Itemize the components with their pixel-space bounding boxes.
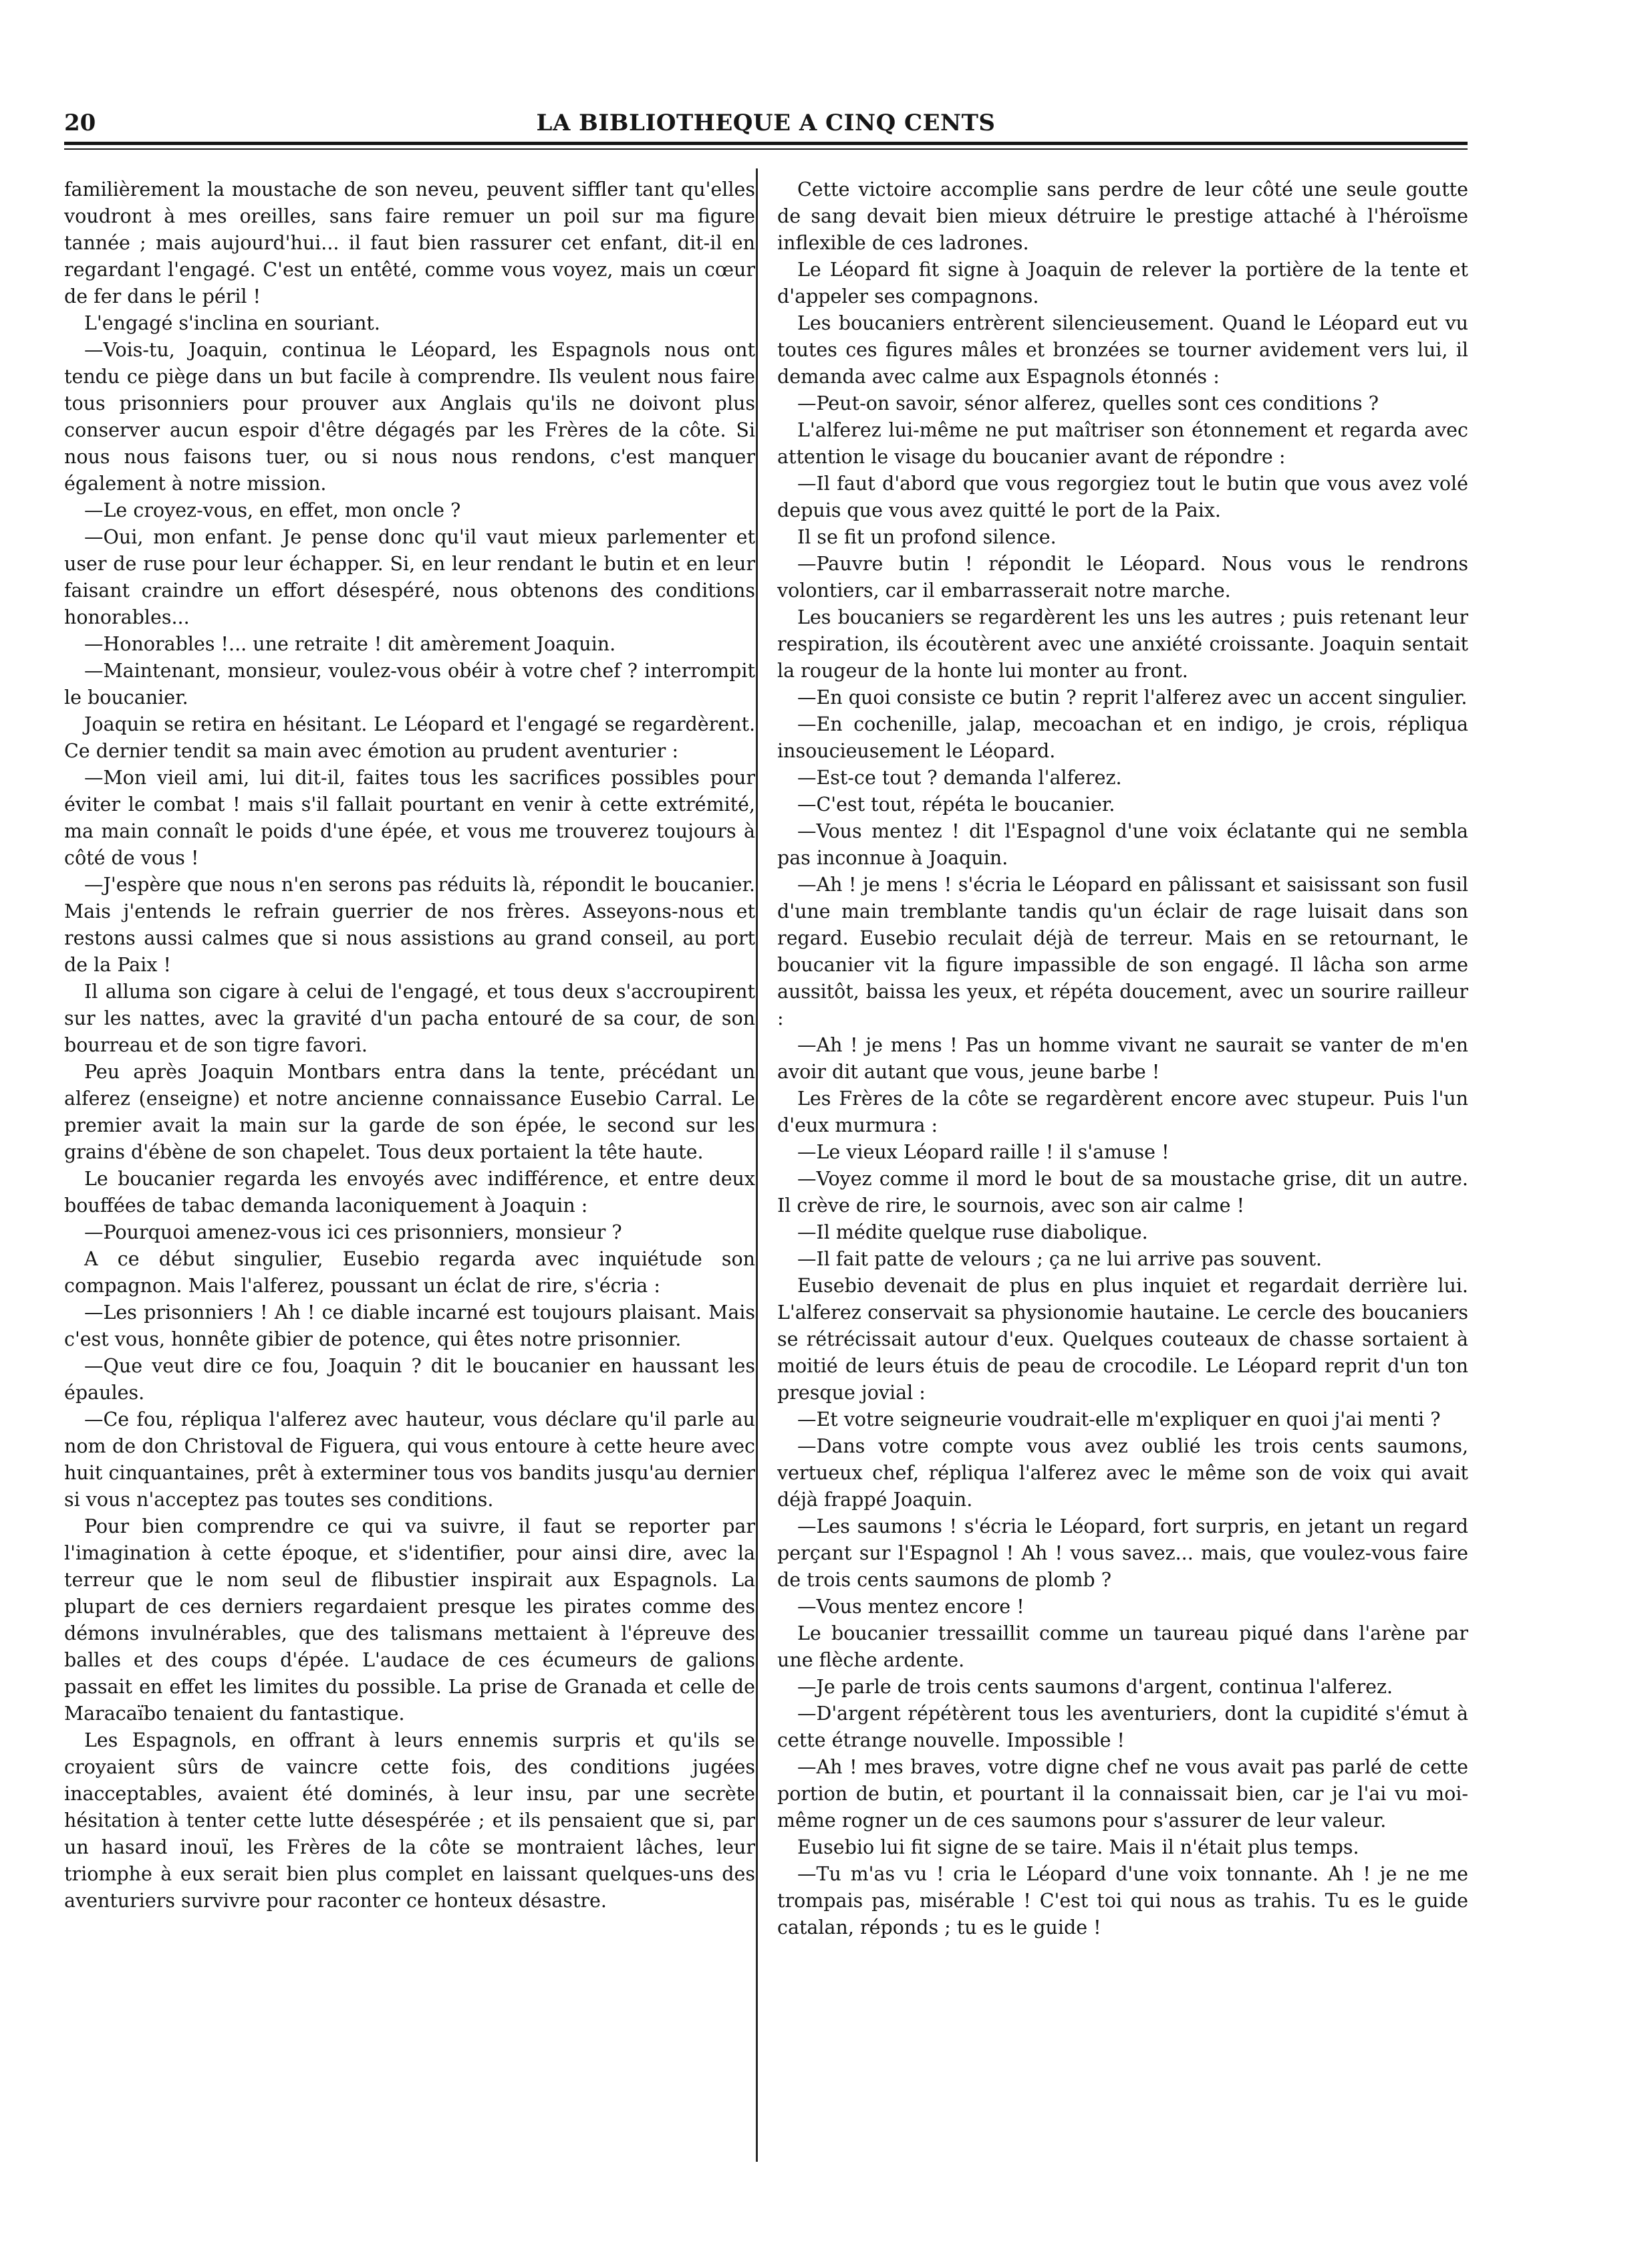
paragraph: —Voyez comme il mord le bout de sa moustache grise, dit un autre. Il crève de rire, le sournois, avec son air calme ! [777,1168,1468,1217]
paragraph: —Honorables !... une retraite ! dit amèrement Joaquin. [84,633,616,655]
paragraph: Les Espagnols, en offrant à leurs ennemis surpris et qu'ils se croyaient sûrs de vaincre cette fois, des conditions jugées inacceptables, avaient été dominés, à leur insu, par une secrète hésitation à tenter cette lutte désespérée ; et ils pensaient que si, par un hasard inouï, les Frères de la côte se montraient lâches, leur triomphe à eux serait bien plus complet en laissant quelques-uns des aventuriers survivre pour raconter ce honteux désastre. [64,1729,755,1912]
paragraph: —Vous mentez encore ! [797,1596,1024,1618]
paragraph: Le Léopard fit signe à Joaquin de relever la portière de la tente et d'appeler ses compagnons. [777,259,1468,307]
paragraph: —J'espère que nous n'en serons pas réduits là, répondit le boucanier. Mais j'entends le refrain guerrier de nos frères. Asseyons-nous et restons aussi calmes que si nous assistions au grand conseil, au port de la Paix ! [64,874,755,976]
page-number: 20 [64,110,96,136]
paragraph: Le boucanier tressaillit comme un taureau piqué dans l'arène par une flèche ardente. [777,1622,1468,1671]
paragraph: —Pauvre butin ! répondit le Léopard. Nous vous le rendrons volontiers, car il embarrasserait notre marche. [777,553,1468,602]
paragraph: —Ah ! je mens ! Pas un homme vivant ne saurait se vanter de m'en avoir dit autant que vous, jeune barbe ! [777,1034,1468,1083]
paragraph: —En quoi consiste ce butin ? reprit l'alferez avec un accent singulier. [797,687,1468,709]
paragraph: —Oui, mon enfant. Je pense donc qu'il vaut mieux parlementer et user de ruse pour leur échapper. Si, en leur rendant le butin et en leur faisant craindre un effort désespéré, nous obtenons des conditions honorables... [64,526,755,628]
paragraph: —Ah ! je mens ! s'écria le Léopard en pâlissant et saisissant son fusil d'une main tremblante tandis qu'un éclair de rage luisait dans son regard. Eusebio reculait déjà de terreur. Mais en se retournant, le boucanier vit la figure impassible de son engagé. Il lâcha son arme aussitôt, baissa les yeux, et répéta doucement, avec un sourire railleur : [777,874,1468,1029]
page-header [64,104,1468,139]
paragraph: Le boucanier regarda les envoyés avec indifférence, et entre deux bouffées de tabac demanda laconiquement à Joaquin : [64,1168,755,1217]
paragraph: A ce début singulier, Eusebio regarda avec inquiétude son compagnon. Mais l'alferez, poussant un éclat de rire, s'écria : [64,1248,755,1297]
paragraph: familièrement la moustache de son neveu, peuvent siffler tant qu'elles voudront à mes oreilles, sans faire remuer un poil sur ma figure tannée ; mais aujourd'hui... il faut bien rassurer cet enfant, dit-il en regardant l'engagé. C'est un entêté, comme vous voyez, mais un cœur de fer dans le péril ! [64,178,755,307]
paragraph: Eusebio devenait de plus en plus inquiet et regardait derrière lui. L'alferez conservait sa physionomie hautaine. Le cercle des boucaniers se rétrécissait autour d'eux. Quelques couteaux de chasse sortaient à moitié de leurs étuis de peau de crocodile. Le Léopard reprit d'un ton presque jovial : [777,1275,1468,1404]
paragraph: —Peut-on savoir, sénor alferez, quelles sont ces conditions ? [797,392,1379,414]
paragraph: Pour bien comprendre ce qui va suivre, il faut se reporter par l'imagination à cette époque, et s'identifier, pour ainsi dire, avec la terreur que le nom seul de flibustier inspirait aux Espagnols. La plupart de ces derniers regardaient presque les pirates comme des démons invulnérables, que des talismans mettaient à l'épreuve des balles et des coups d'épée. L'audace de ces écumeurs de galions passait en effet les limites du possible. La prise de Granada et celle de Maracaïbo tenaient du fantastique. [64,1515,755,1725]
paragraph: Il alluma son cigare à celui de l'engagé, et tous deux s'accroupirent sur les nattes, avec la gravité d'un pacha entouré de sa cour, de son bourreau et de son tigre favori. [64,981,755,1056]
paragraph: —Il médite quelque ruse diabolique. [797,1221,1148,1243]
paragraph: —Je parle de trois cents saumons d'argent, continua l'alferez. [797,1676,1393,1698]
paragraph: —Pourquoi amenez-vous ici ces prisonniers, monsieur ? [84,1221,622,1243]
paragraph: —En cochenille, jalap, mecoachan et en indigo, je crois, répliqua insoucieusement le Léopard. [777,713,1468,762]
paragraph: Les Frères de la côte se regardèrent encore avec stupeur. Puis l'un d'eux murmura : [777,1088,1468,1136]
paragraph: —Ce fou, répliqua l'alferez avec hauteur, vous déclare qu'il parle au nom de don Christoval de Figuera, qui vous entoure à cette heure avec huit cinquantaines, prêt à exterminer tous vos bandits jusqu'au dernier si vous n'acceptez pas toutes ses conditions. [64,1408,755,1511]
paragraph: —Dans votre compte vous avez oublié les trois cents saumons, vertueux chef, répliqua l'alferez avec le même son de voix qui avait déjà frappé Joaquin. [777,1435,1468,1511]
paragraph: —D'argent répétèrent tous les aventuriers, dont la cupidité s'émut à cette étrange nouvelle. Impossible ! [777,1703,1468,1751]
paragraph: Joaquin se retira en hésitant. Le Léopard et l'engagé se regardèrent. Ce dernier tendit sa main avec émotion au prudent aventurier : [64,713,755,762]
paragraph: —Il fait patte de velours ; ça ne lui arrive pas souvent. [797,1248,1323,1270]
paragraph: —Est-ce tout ? demanda l'alferez. [797,767,1122,789]
paragraph: Cette victoire accomplie sans perdre de leur côté une seule goutte de sang devait bien mieux détruire le prestige attaché à l'héroïsme inflexible de ces ladrones. [777,178,1468,254]
header-rule-thin [64,148,1468,150]
column-separator [756,168,758,2162]
paragraph: —Le croyez-vous, en effet, mon oncle ? [84,499,461,521]
left-column [64,176,755,1914]
right-column [777,176,1468,1941]
paragraph: —Vous mentez ! dit l'Espagnol d'une voix éclatante qui ne sembla pas inconnue à Joaquin. [777,820,1468,869]
paragraph: —C'est tout, répéta le boucanier. [797,793,1115,816]
paragraph: —Le vieux Léopard raille ! il s'amuse ! [797,1141,1169,1163]
paragraph: —Et votre seigneurie voudrait-elle m'expliquer en quoi j'ai menti ? [797,1408,1441,1430]
paragraph: Eusebio lui fit signe de se taire. Mais il n'était plus temps. [797,1836,1359,1858]
paragraph: —Tu m'as vu ! cria le Léopard d'une voix tonnante. Ah ! je ne me trompais pas, misérable ! C'est toi qui nous as trahis. Tu es le guide catalan, réponds ; tu es le guide ! [777,1863,1468,1939]
paragraph: —Les prisonniers ! Ah ! ce diable incarné est toujours plaisant. Mais c'est vous, honnête gibier de potence, qui êtes notre prisonnier. [64,1301,755,1350]
paragraph: Les boucaniers entrèrent silencieusement. Quand le Léopard eut vu toutes ces figures mâles et bronzées se tourner avidement vers lui, il demanda avec calme aux Espagnols étonnés : [777,312,1468,388]
header-rule-thick [64,142,1468,145]
paragraph: Peu après Joaquin Montbars entra dans la tente, précédant un alferez (enseigne) et notre ancienne connaissance Eusebio Carral. Le premier avait la main sur la garde de son épée, le second sur les grains d'ébène de son chapelet. Tous deux portaient la tête haute. [64,1061,755,1163]
paragraph: Il se fit un profond silence. [797,526,1057,548]
paragraph: —Vois-tu, Joaquin, continua le Léopard, les Espagnols nous ont tendu ce piège dans un but facile à comprendre. Ils veulent nous faire tous prisonniers pour prouver aux Anglais qu'ils ne doivont plus conserver aucun espoir d'être dégagés par les Frères de la côte. Si nous nous faisons tuer, ou si nous nous rendons, c'est manquer également à notre mission. [64,339,755,495]
paragraph: —Ah ! mes braves, votre digne chef ne vous avait pas parlé de cette portion de butin, et pourtant il la connaissait bien, car je l'ai vu moi-même rogner un de ces saumons pour s'assurer de leur valeur. [777,1756,1468,1832]
paragraph: —Que veut dire ce fou, Joaquin ? dit le boucanier en haussant les épaules. [64,1355,755,1404]
paragraph: —Les saumons ! s'écria le Léopard, fort surpris, en jetant un regard perçant sur l'Espagnol ! Ah ! vous savez... mais, que voulez-vous faire de trois cents saumons de plomb ? [777,1515,1468,1591]
paragraph: Les boucaniers se regardèrent les uns les autres ; puis retenant leur respiration, ils écoutèrent avec une anxiété croissante. Joaquin sentait la rougeur de la honte lui monter au front. [777,606,1468,682]
paragraph: —Mon vieil ami, lui dit-il, faites tous les sacrifices possibles pour éviter le combat ! mais s'il fallait pourtant en venir à cette extrémité, ma main connaît le poids d'une épée, et vous me trouverez toujours à côté de vous ! [64,767,755,869]
paragraph: L'engagé s'inclina en souriant. [84,312,380,334]
paragraph: L'alferez lui-même ne put maîtriser son étonnement et regarda avec attention le visage du boucanier avant de répondre : [777,419,1468,468]
paragraph: —Maintenant, monsieur, voulez-vous obéir à votre chef ? interrompit le boucanier. [64,660,755,709]
paragraph: —Il faut d'abord que vous regorgiez tout le butin que vous avez volé depuis que vous avez quitté le port de la Paix. [777,473,1468,521]
running-title: LA BIBLIOTHEQUE A CINQ CENTS [536,110,996,136]
